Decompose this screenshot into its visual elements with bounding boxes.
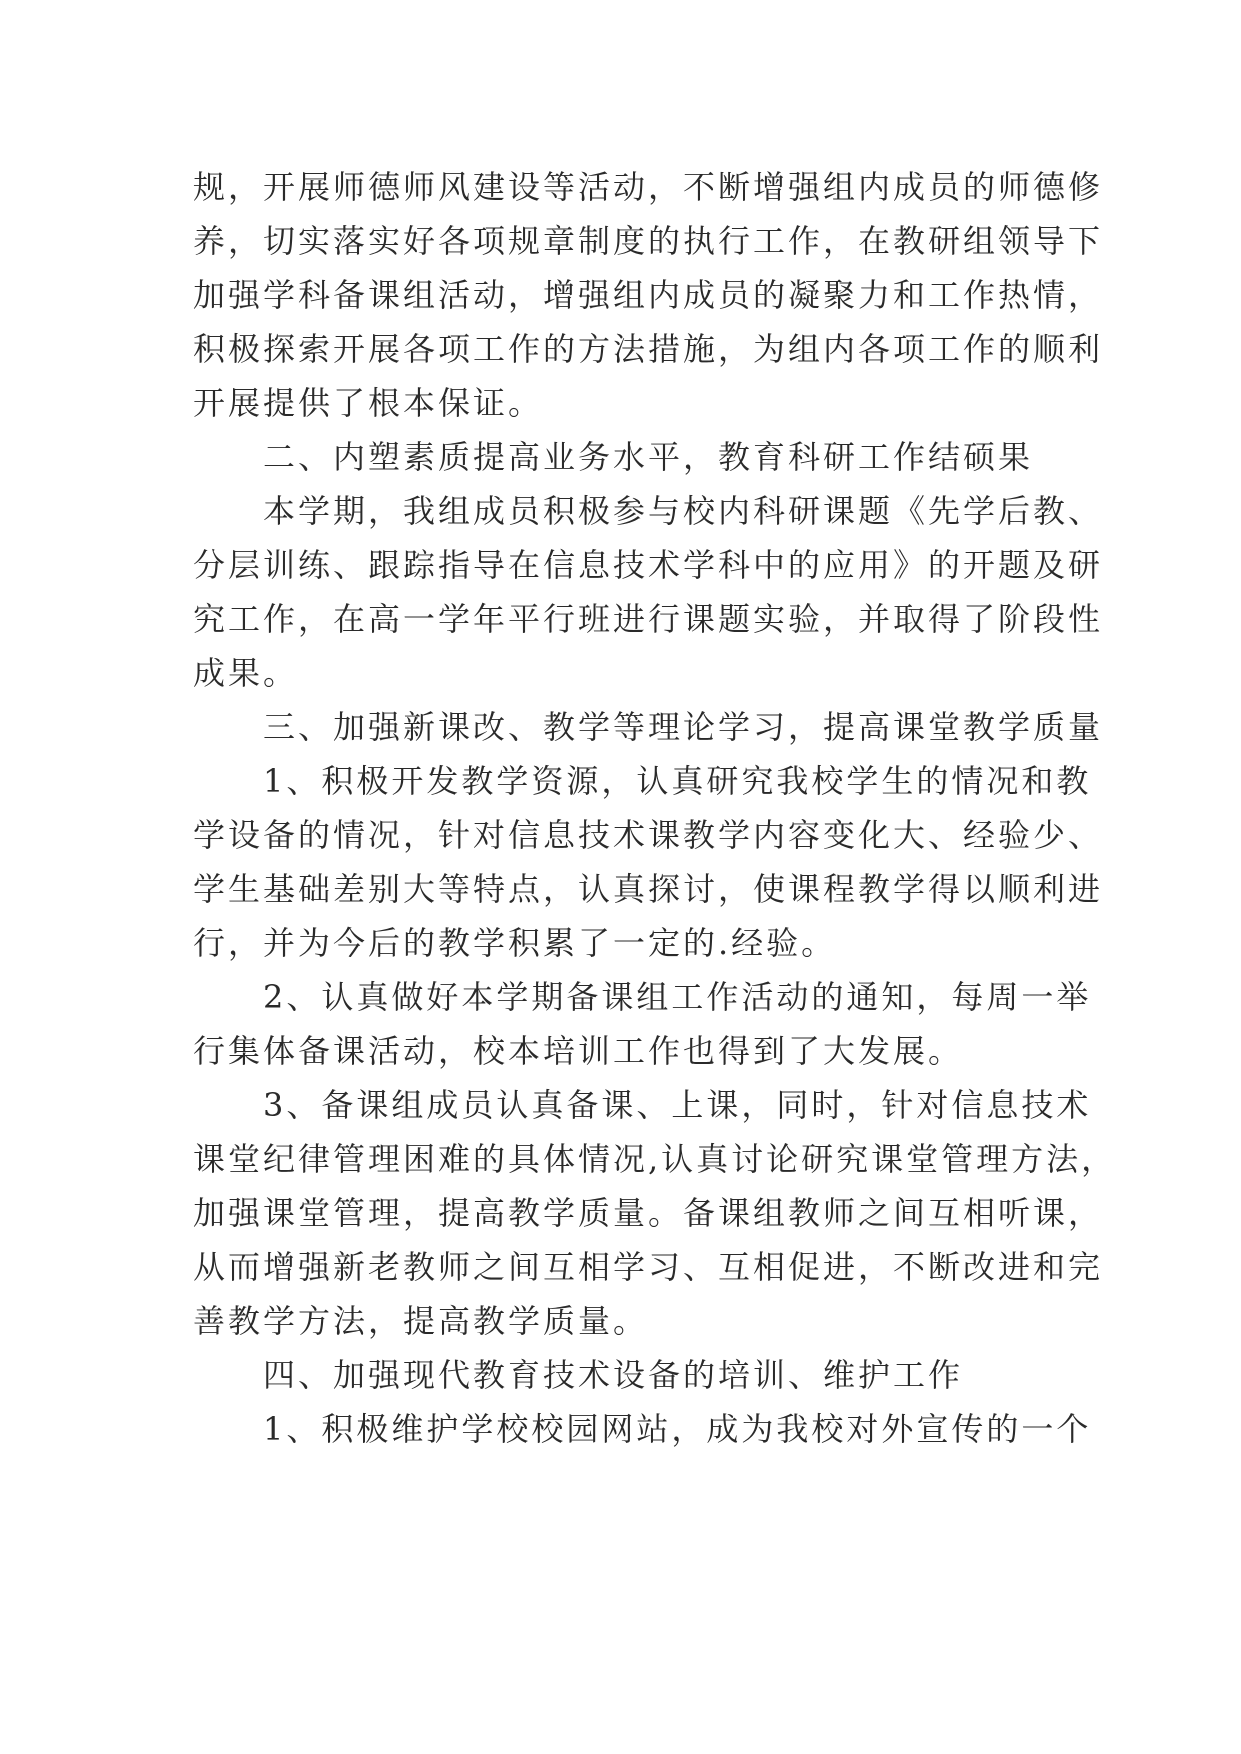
text-line: 3、备课组成员认真备课、上课，同时，针对信息技术	[193, 1086, 1092, 1124]
section-heading-4: 四、加强现代教育技术设备的培训、维护工作	[193, 1356, 964, 1394]
text-line: 2、认真做好本学期备课组工作活动的通知，每周一举	[193, 978, 1092, 1016]
text-line: 养，切实落实好各项规章制度的执行工作，在教研组领导下	[193, 222, 1104, 260]
text-line: 学生基础差别大等特点，认真探讨，使课程教学得以顺利进	[193, 870, 1104, 908]
text-line: 行集体备课活动，校本培训工作也得到了大发展。	[193, 1032, 964, 1070]
text-line: 本学期，我组成员积极参与校内科研课题《先学后教、	[193, 492, 1104, 530]
text-line: 积极探索开展各项工作的方法措施，为组内各项工作的顺利	[193, 330, 1104, 368]
section-heading-3: 三、加强新课改、教学等理论学习，提高课堂教学质量	[193, 708, 1104, 746]
text-line: 成果。	[193, 654, 299, 692]
text-line: 善教学方法，提高教学质量。	[193, 1302, 649, 1340]
text-line: 究工作，在高一学年平行班进行课题实验，并取得了阶段性	[193, 600, 1104, 638]
text-line: 规，开展师德师风建设等活动，不断增强组内成员的师德修	[193, 168, 1104, 206]
text-line: 1、积极维护学校校园网站，成为我校对外宣传的一个	[193, 1410, 1092, 1448]
text-line: 加强学科备课组活动，增强组内成员的凝聚力和工作热情，	[193, 276, 1104, 314]
text-line: 开展提供了根本保证。	[193, 384, 544, 422]
text-line: 分层训练、跟踪指导在信息技术学科中的应用》的开题及研	[193, 546, 1104, 584]
text-line: 1、积极开发教学资源，认真研究我校学生的情况和教	[193, 762, 1092, 800]
text-line: 学设备的情况，针对信息技术课教学内容变化大、经验少、	[193, 816, 1104, 854]
text-line: 行，并为今后的教学积累了一定的.经验。	[193, 924, 837, 962]
text-line: 课堂纪律管理困难的具体情况,认真讨论研究课堂管理方法，	[193, 1140, 1117, 1178]
text-line: 加强课堂管理，提高教学质量。备课组教师之间互相听课，	[193, 1194, 1104, 1232]
section-heading-2: 二、内塑素质提高业务水平，教育科研工作结硕果	[193, 438, 1034, 476]
text-line: 从而增强新老教师之间互相学习、互相促进，不断改进和完	[193, 1248, 1104, 1286]
document-body	[193, 160, 1117, 1456]
